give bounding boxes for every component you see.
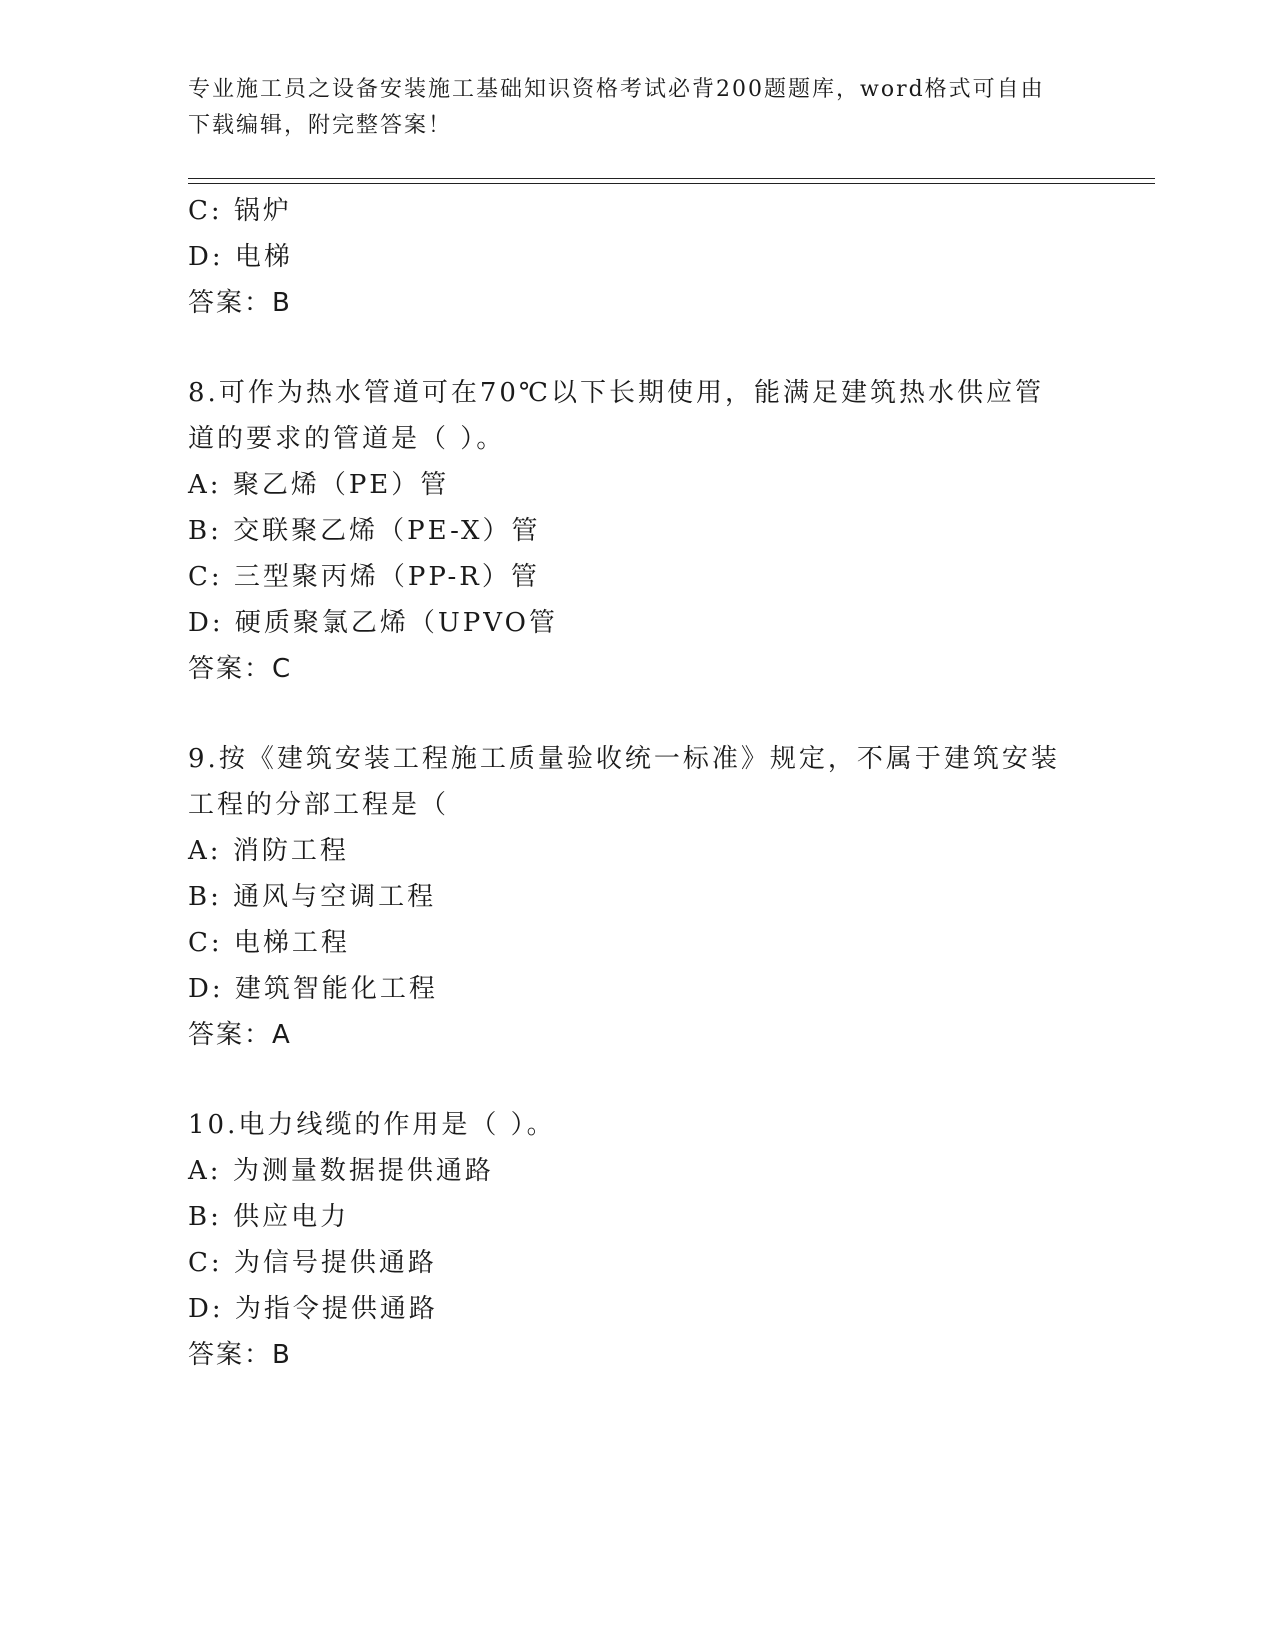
option-d: D: 电梯 bbox=[188, 242, 293, 272]
question-stem: 9.按《建筑安装工程施工质量验收统一标准》规定，不属于建筑安装工程的分部工程是（ bbox=[188, 744, 1060, 820]
header-rule-top bbox=[188, 178, 1155, 179]
answer-line: 答案：C bbox=[188, 654, 293, 684]
option-b: B: 通风与空调工程 bbox=[188, 882, 437, 912]
answer-line: 答案：B bbox=[188, 288, 292, 318]
question-stem: 10.电力线缆的作用是（ ）。 bbox=[188, 1110, 556, 1140]
option-a: A: 聚乙烯（PE）管 bbox=[188, 470, 450, 500]
option-b: B: 供应电力 bbox=[188, 1202, 350, 1232]
answer-line: 答案：A bbox=[188, 1020, 292, 1050]
option-c: C: 三型聚丙烯（PP-R）管 bbox=[188, 562, 540, 592]
question-continuation bbox=[188, 188, 1088, 326]
option-b: B: 交联聚乙烯（PE-X）管 bbox=[188, 516, 541, 546]
option-d: D: 建筑智能化工程 bbox=[188, 974, 438, 1004]
answer-line: 答案：B bbox=[188, 1340, 292, 1370]
option-a: A: 消防工程 bbox=[188, 836, 349, 866]
option-c: C: 电梯工程 bbox=[188, 928, 350, 958]
question-list bbox=[188, 188, 1088, 1378]
header-rule-bottom bbox=[188, 183, 1155, 184]
option-c: C: 为信号提供通路 bbox=[188, 1248, 437, 1278]
question-8 bbox=[188, 370, 1088, 692]
option-c: C: 锅炉 bbox=[188, 196, 292, 226]
page-header: 专业施工员之设备安装施工基础知识资格考试必背200题题库，word格式可自由下载编辑，附完整答案！ bbox=[188, 77, 1045, 138]
question-9 bbox=[188, 736, 1088, 1058]
option-d: D: 硬质聚氯乙烯（UPVO管 bbox=[188, 608, 558, 638]
question-stem: 8.可作为热水管道可在70℃以下长期使用，能满足建筑热水供应管道的要求的管道是（ ）。 bbox=[188, 378, 1044, 454]
question-10 bbox=[188, 1102, 1088, 1378]
option-d: D: 为指令提供通路 bbox=[188, 1294, 438, 1324]
option-a: A: 为测量数据提供通路 bbox=[188, 1156, 494, 1186]
